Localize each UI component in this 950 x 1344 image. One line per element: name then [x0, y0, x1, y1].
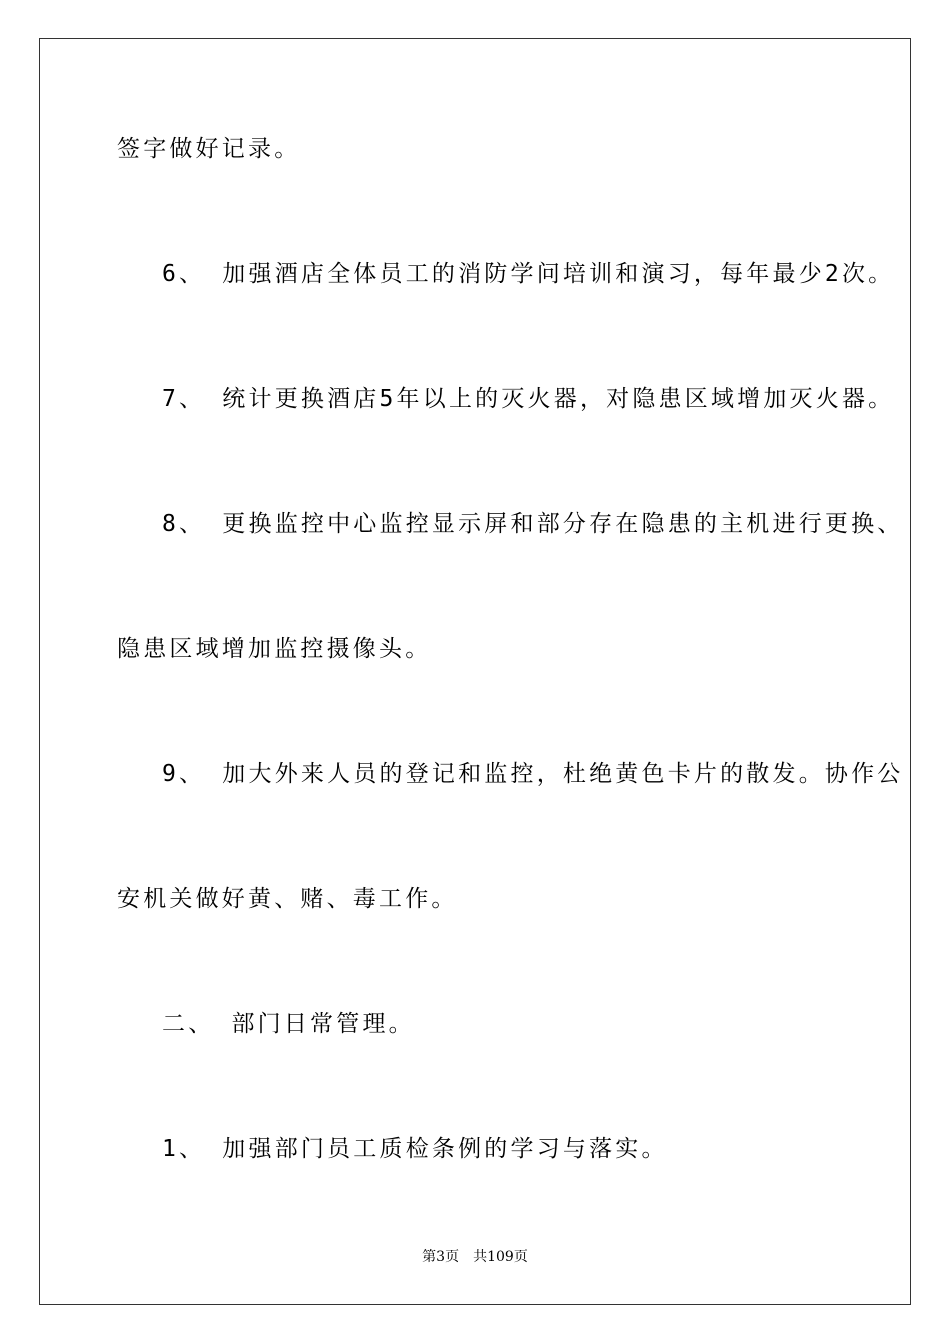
page-border — [39, 38, 911, 1305]
page-number: 第3页 — [422, 1249, 460, 1265]
text-line-2: 6、 加强酒店全体员工的消防学问培训和演习，每年最少2次。 — [162, 261, 895, 287]
page-footer — [0, 1248, 950, 1266]
text-line-4: 8、 更换监控中心监控显示屏和部分存在隐患的主机进行更换、 — [162, 511, 904, 537]
text-line-9: 1、 加强部门员工质检条例的学习与落实。 — [162, 1136, 668, 1162]
text-line-7: 安机关做好黄、赌、毒工作。 — [117, 886, 458, 912]
text-line-1: 签字做好记录。 — [117, 136, 301, 162]
text-line-6: 9、 加大外来人员的登记和监控，杜绝黄色卡片的散发。协作公 — [162, 761, 904, 787]
text-line-5: 隐患区域增加监控摄像头。 — [117, 636, 432, 662]
page-total: 共109页 — [473, 1249, 528, 1265]
section-heading: 二、 部门日常管理。 — [162, 1011, 415, 1037]
text-line-3: 7、 统计更换酒店5年以上的灭火器，对隐患区域增加灭火器。 — [162, 386, 895, 412]
